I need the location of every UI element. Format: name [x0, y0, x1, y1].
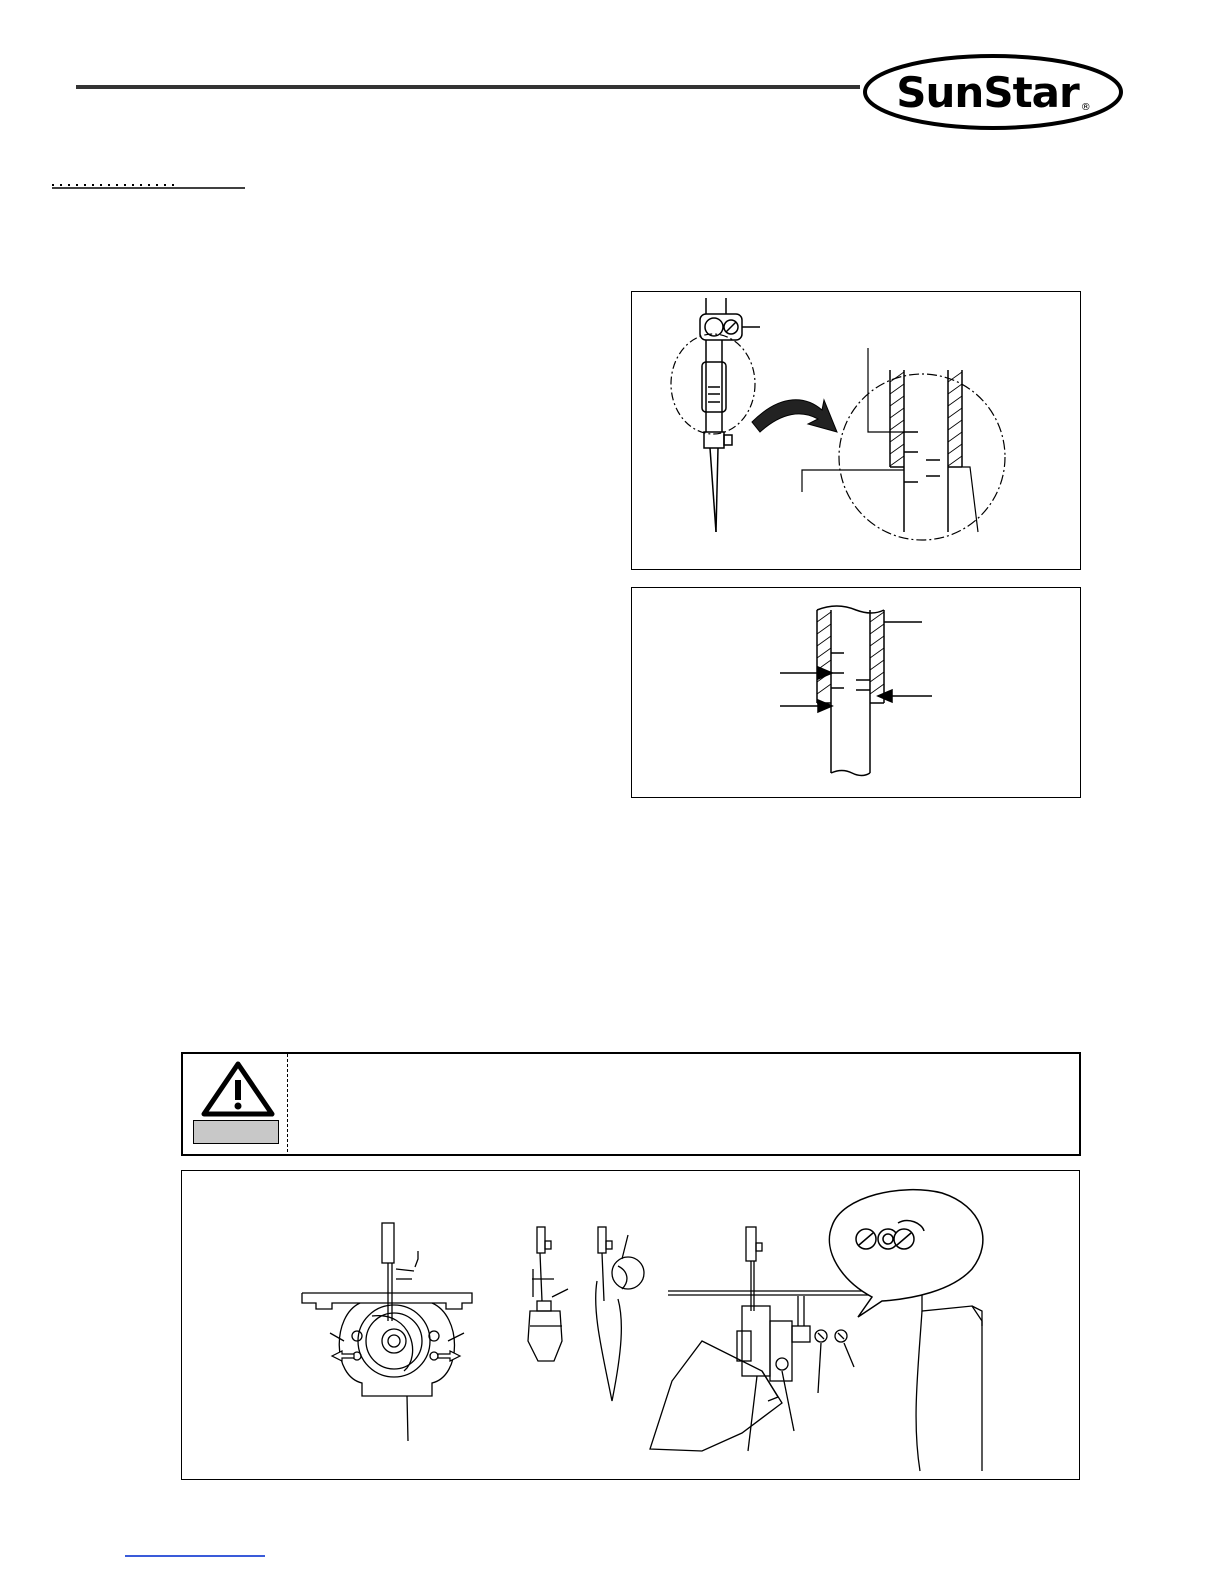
detail-circle-large: [839, 374, 1005, 540]
caution-box: [181, 1052, 1081, 1156]
needle-hook-point-views: [528, 1227, 644, 1401]
figure-needle-bar-magnified: [631, 291, 1081, 570]
screw-detail-callout: [829, 1190, 982, 1317]
magnify-arrow-icon: [752, 400, 837, 432]
magnified-needle-bar: [890, 370, 962, 532]
figure-needle-bar-reference-lines: [631, 587, 1081, 798]
registered-mark: ®: [1080, 102, 1090, 113]
caution-divider: [287, 1054, 288, 1152]
sunstar-logo: [862, 53, 1124, 131]
rotary-hook-front-view: [302, 1223, 472, 1441]
pointer-arrows: [780, 622, 932, 712]
header-rule: [76, 85, 860, 89]
caution-label: [193, 1120, 279, 1144]
warning-triangle-icon: [200, 1060, 276, 1118]
section-heading-rule: [50, 178, 245, 190]
hatching: [890, 372, 962, 466]
figure-hook-timing: [181, 1170, 1080, 1480]
needle-bar-drawing: [700, 298, 760, 532]
detail-circle-small: [671, 334, 755, 434]
hatching: [817, 612, 884, 694]
logo-wordmark: SunStar: [896, 67, 1079, 117]
footer-link-rule[interactable]: [125, 1555, 265, 1557]
